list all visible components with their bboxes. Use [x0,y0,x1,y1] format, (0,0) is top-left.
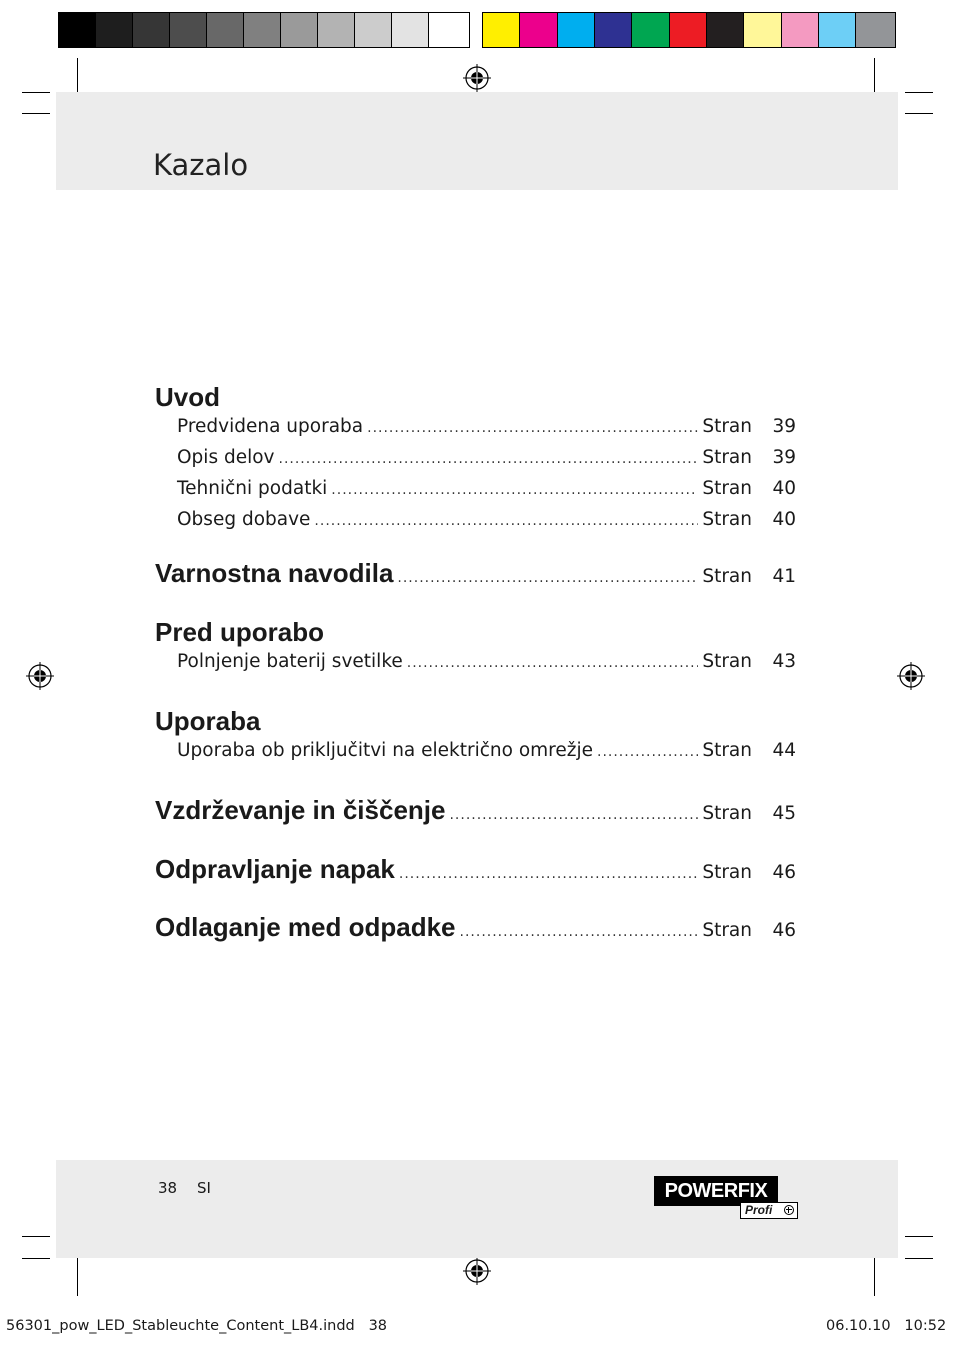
gray-swatch [429,13,469,47]
toc-entry[interactable] [155,912,796,947]
gray-swatch [244,13,281,47]
page-number: 38 [158,1179,178,1197]
page-title: Kazalo [153,148,249,182]
toc-leader-dots [367,413,698,443]
crop-mark [77,1254,78,1296]
toc-leader-dots [460,917,699,947]
toc-entry[interactable] [155,505,796,536]
toc-entry-label: Polnjenje baterij svetilke [177,651,403,672]
toc-entry-page: 41 [772,566,796,587]
toc-leader-dots [597,737,698,767]
toc-section-varnostna-navodila [155,558,796,593]
toc-entry-page: 44 [772,740,796,761]
toc-entry-stran: Stran [702,920,752,941]
toc-entry-stran: Stran [702,862,752,883]
color-swatch [782,13,819,47]
crop-mark [874,1254,875,1296]
toc-entry-stran: Stran [702,416,752,437]
gray-swatch [96,13,133,47]
gray-swatch [318,13,355,47]
crop-mark [22,113,50,114]
gray-swatch [355,13,392,47]
crop-mark [905,92,933,93]
color-swatch [819,13,856,47]
plus-circle-icon [784,1205,794,1215]
toc-section-uvod [155,382,796,536]
toc-section-heading: Odpravljanje napak [155,854,395,884]
color-swatch [670,13,707,47]
toc-entry-page: 43 [772,651,796,672]
toc-entry-stran: Stran [702,740,752,761]
toc-entry-page: 40 [772,478,796,499]
toc-entry[interactable] [155,736,796,767]
toc-entry-stran: Stran [702,478,752,499]
toc-entry[interactable] [155,474,796,505]
registration-mark-icon [24,660,56,692]
toc-entry-stran: Stran [702,509,752,530]
color-swatch [483,13,520,47]
color-swatch [520,13,557,47]
toc-entry-page: 46 [772,862,796,883]
color-swatch [744,13,781,47]
toc-entry-stran: Stran [702,651,752,672]
color-swatch [856,13,895,47]
color-swatch [558,13,595,47]
toc-leader-dots [407,648,699,678]
toc-entry-label: Uporaba ob priključitvi na električno omrežje [177,740,593,761]
color-swatch [595,13,632,47]
toc-section-heading: Uvod [155,382,220,412]
gray-swatch [59,13,96,47]
color-calibration-bar [482,12,896,48]
toc-section-heading: Odlaganje med odpadke [155,912,456,942]
crop-mark [22,1258,50,1259]
toc-leader-dots [397,563,698,593]
logo-sub-text: Profi [745,1203,773,1217]
crop-mark [905,1236,933,1237]
grayscale-calibration-bar [58,12,470,48]
toc-section-odpravljanje-napak [155,854,796,889]
logo-wordmark: POWERFIX [654,1176,778,1206]
toc-entry-stran: Stran [702,447,752,468]
toc-entry-page: 46 [772,920,796,941]
gray-swatch [133,13,170,47]
language-code: SI [197,1179,211,1197]
gray-swatch [281,13,318,47]
powerfix-logo [654,1176,798,1220]
toc-leader-dots [279,444,699,474]
toc-entry[interactable] [155,647,796,678]
toc-section-heading: Vzdrževanje in čiščenje [155,795,446,825]
crop-mark [905,113,933,114]
registration-mark-icon [895,660,927,692]
toc-entry-label: Predvidena uporaba [177,416,364,437]
toc-section-odlaganje [155,912,796,947]
toc-entry-label: Tehnični podatki [177,478,328,499]
toc-leader-dots [314,506,698,536]
toc-leader-dots [449,800,698,830]
logo-sub-badge [740,1202,798,1219]
gray-swatch [392,13,429,47]
toc-section-pred-uporabo [155,617,796,678]
crop-mark [905,1258,933,1259]
toc-section-vzdrzevanje [155,795,796,830]
toc-entry[interactable] [155,412,796,443]
color-swatch [707,13,744,47]
toc-entry[interactable] [155,558,796,593]
toc-entry-page: 40 [772,509,796,530]
slug-filename: 56301_pow_LED_Stableuchte_Content_LB4.indd 38 [6,1318,388,1334]
toc-section-uporaba [155,706,796,767]
toc-entry-label: Opis delov [177,447,275,468]
gray-swatch [207,13,244,47]
toc-entry[interactable] [155,854,796,889]
toc-entry[interactable] [155,443,796,474]
toc-entry-page: 39 [772,447,796,468]
toc-entry-stran: Stran [702,566,752,587]
toc-leader-dots [331,475,698,505]
slug-timestamp: 06.10.10 10:52 [826,1318,947,1334]
crop-mark [22,1236,50,1237]
toc-entry[interactable] [155,795,796,830]
gray-swatch [170,13,207,47]
toc-entry-stran: Stran [702,803,752,824]
toc-entry-label: Obseg dobave [177,509,311,530]
crop-mark [22,92,50,93]
toc-section-heading: Varnostna navodila [155,558,394,588]
toc-entry-page: 39 [772,416,796,437]
toc-entry-page: 45 [772,803,796,824]
toc-leader-dots [399,859,698,889]
color-swatch [632,13,669,47]
registration-mark-icon [461,62,493,94]
registration-mark-icon [461,1255,493,1287]
toc-section-heading: Pred uporabo [155,617,325,647]
toc-section-heading: Uporaba [155,706,261,736]
